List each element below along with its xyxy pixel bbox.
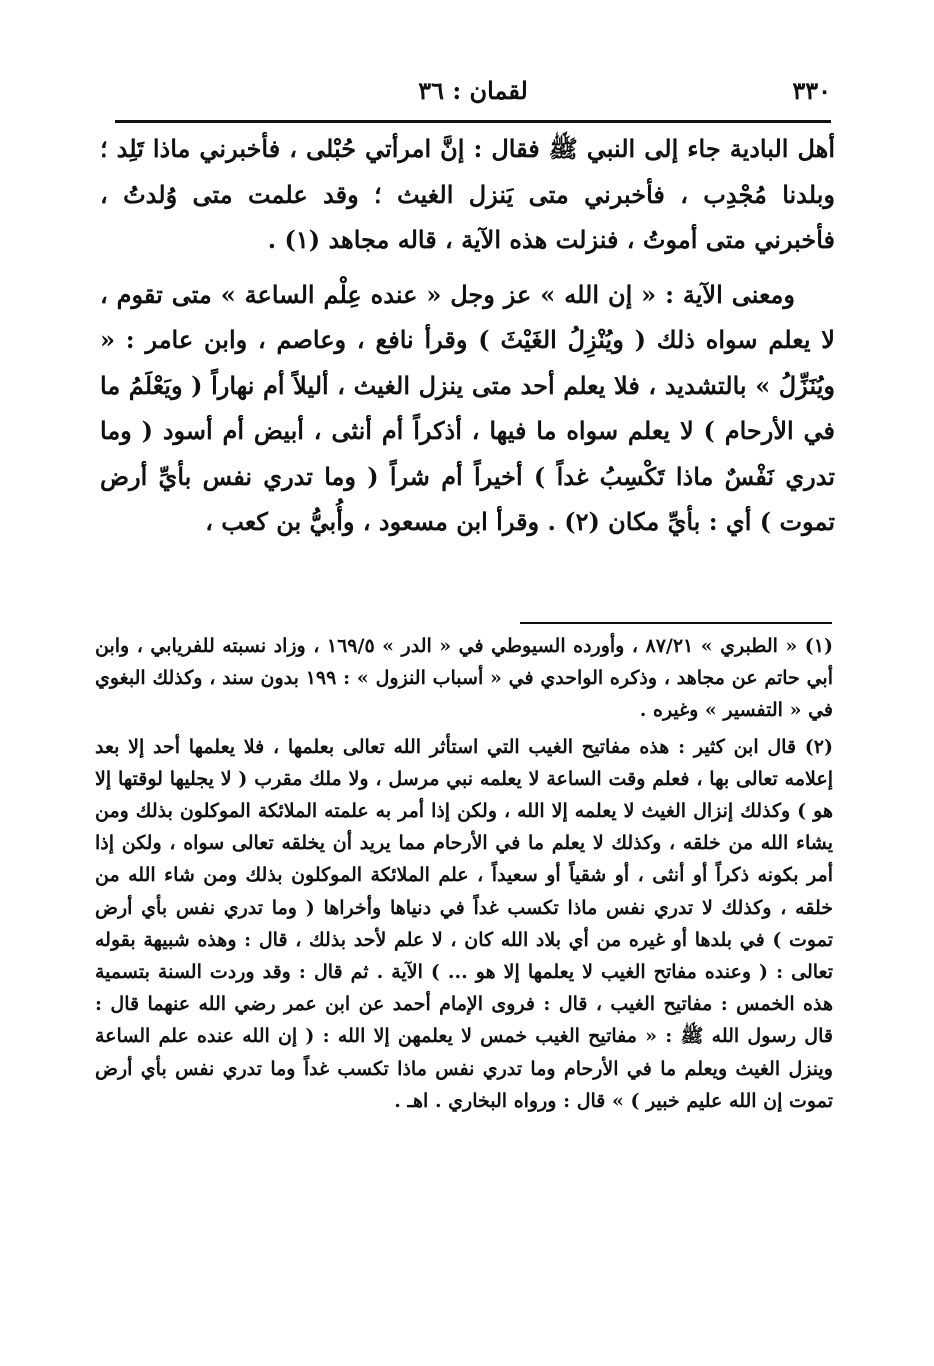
main-text	[100, 126, 835, 545]
header-rule	[115, 120, 831, 123]
footnote-2: (٢) قال ابن كثير : هذه مفاتيح الغيب التي استأثر الله تعالى بعلمها ، فلا يعلمها أحد إلا بعد إعلامه تعالى بها ، فعلم وقت الساعة لا يعلمه نبي مرسل ، ولا ملك مقرب ( لا يجليها لوقتها إلا هو ) وكذلك إنزال الغيث لا يعلمه إلا الله ، ولكن إذا أمر به علمته الملائكة الموكلون بذلك ومن يشاء الله من خلقه ، وكذلك لا يعلم ما في الأرحام مما يريد أن يخلقه تعالى سواه ، ولكن إذا أمر بكونه ذكراً أو أنثى ، أو شقياً أو سعيداً ، علم الملائكة الموكلون بذلك ومن شاء الله من خلقه ، وكذلك لا تدري نفس ماذا تكسب غداً في دنياها وأخراها ( وما تدري نفس بأي أرض تموت ) في بلدها أو غيره من أي بلاد الله كان ، لا علم لأحد بذلك ، قال : وهذه شبيهة بقوله تعالى : ( وعنده مفاتح الغيب لا يعلمها إلا هو ... ) الآية . ثم قال : وقد وردت السنة بتسمية هذه الخمس : مفاتيح الغيب ، قال : فروى الإمام أحمد عن ابن عمر رضي الله عنهما قال : قال رسول الله ﷺ : « مفاتيح الغيب خمس لا يعلمهن إلا الله : ( إن الله عنده علم الساعة وينزل الغيث ويعلم ما في الأرحام وما تدري نفس ماذا تكسب غداً وما تدري نفس بأي أرض تموت إن الله عليم خبير ) » قال : ورواه البخاري . اهـ .	[95, 735, 833, 1112]
page-number: ٣٣٠	[792, 76, 831, 105]
footnote-rule	[520, 622, 832, 624]
main-paragraph-1: أهل البادية جاء إلى النبي ﷺ فقال : إنَّ امرأتي حُبْلى ، فأخبرني ماذا تَلِد ؛ وبلدنا مُجْدِب ، فأخبرني متى يَنزل الغيث ؛ وقد علمت متى وُلدتُ ، فأخبرني متى أموتُ ، فنزلت هذه الآية ، قاله مجاهد (١) .	[100, 134, 835, 254]
footnote-1: (١) « الطبري » ٨٧/٢١ ، وأورده السيوطي في « الدر » ١٦٩/٥ ، وزاد نسبته للفريابي ، وابن أبي حاتم عن مجاهد ، وذكره الواحدي في « أسباب النزول » : ١٩٩ بدون سند ، وكذلك البغوي في « التفسير » وغيره .	[95, 635, 834, 722]
main-paragraph-2: ومعنى الآية : « إن الله » عز وجل « عنده عِلْم الساعة » متى تقوم ، لا يعلم سواه ذلك ( ويُنْزِلُ الغَيْثَ ) وقرأ نافع ، وعاصم ، وابن عامر : « ويُنَزِّلُ » بالتشديد ، فلا يعلم أحد متى ينزل الغيث ، أليلاً أم نهاراً ( ويَعْلَمُ ما في الأرحام ) لا يعلم سواه ما فيها ، أذكراً أم أنثى ، أبيض أم أسود ( وما تدري نَفْسٌ ماذا تَكْسِبُ غداً ) أخيراً أم شراً ( وما تدري نفس بأيِّ أرض تموت ) أي : بأيِّ مكان (٢) . وقرأ ابن مسعود ، وأُبيُّ بن كعب ،	[100, 279, 835, 536]
footnotes	[95, 630, 833, 1117]
page-header	[115, 70, 831, 110]
running-title: لقمان : ٣٦	[418, 76, 528, 105]
